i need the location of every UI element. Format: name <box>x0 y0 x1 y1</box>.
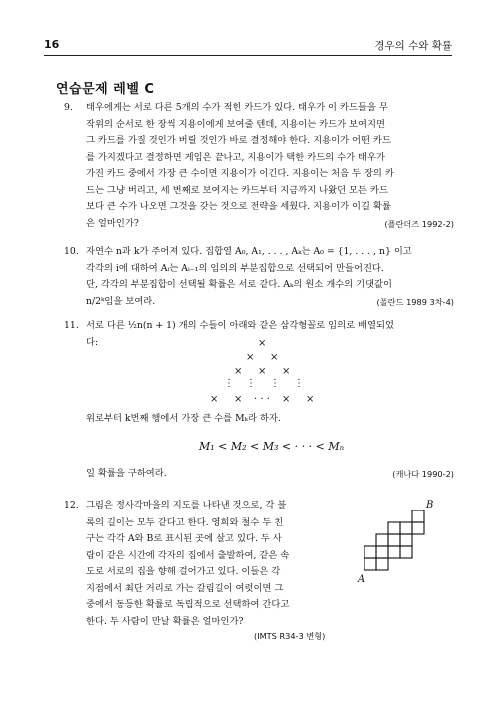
problem-number: 10. <box>64 246 79 257</box>
cross-mark: × <box>282 366 291 377</box>
vertical-dots: ⋮ <box>294 378 304 389</box>
cross-mark: × <box>258 366 267 377</box>
problem-line <box>86 294 454 311</box>
problem-source: (캐나다 1990-2) <box>392 469 454 479</box>
problem-line: 태우에게는 서로 다른 5개의 수가 적힌 카드가 있다. 태우가 이 카드들을 무 <box>86 102 388 113</box>
problem-source: (플란더즈 1992-2) <box>384 218 454 229</box>
vertical-dots: ⋮ <box>270 378 280 389</box>
problem-line: 그림은 정사각마을의 지도를 나타낸 것으로, 각 블 <box>86 500 287 511</box>
problem-11-closing <box>64 466 454 483</box>
cross-mark: × <box>258 338 267 349</box>
problem-number: 9. <box>64 102 73 113</box>
problem-line: 한다. 두 사람이 만날 확률은 얼마인가? <box>86 615 244 627</box>
problem-number: 11. <box>64 320 79 331</box>
vertical-dots: ⋮ <box>224 378 234 389</box>
map-block <box>376 546 388 558</box>
problem-line: 서로 다른 ½n(n + 1) 개의 수들이 아래와 같은 삼각형꼴로 임의로 배열되었 <box>86 320 394 331</box>
map-block <box>364 558 376 570</box>
problem-line: 람이 같은 시간에 각자의 집에서 출발하여, 같은 속 <box>86 549 290 561</box>
problem-11-continued <box>64 411 454 428</box>
map-block <box>376 534 388 546</box>
cross-mark: × <box>246 352 255 363</box>
problem-line: 그 카드를 가질 것인가 버릴 것인가 바로 결정해야 한다. 지용이가 어떤 카드 <box>86 135 391 146</box>
map-block <box>388 534 400 546</box>
problem-line: 작위의 순서로 한 장씩 지용이에게 보여줄 텐데, 지용이는 카드가 보여지면 <box>86 118 385 130</box>
problem-12 <box>64 498 344 630</box>
problem-line-text: 은 얼마인가? <box>86 217 139 229</box>
problem-number: 12. <box>64 500 79 511</box>
problem-line-text: n/2ᵏ임을 보여라. <box>86 295 156 307</box>
map-block <box>412 522 424 534</box>
cross-mark: × <box>234 394 243 405</box>
problem-line: 단, 각각의 부분집합이 선택될 확률은 서로 같다. Aₖ의 원소 개수의 기댓값이 <box>86 279 393 290</box>
problem-line: 보다 큰 수가 나오면 그것을 갖는 것으로 전략을 세웠다. 지용이가 이길 확률 <box>86 201 391 212</box>
map-block <box>364 546 376 558</box>
header-rule <box>44 55 452 56</box>
horizontal-dots: · · · <box>254 394 270 405</box>
cross-mark: × <box>234 366 243 377</box>
map-block <box>400 534 412 546</box>
cross-mark: × <box>270 352 279 363</box>
problem-line: 구는 각각 A와 B로 표시된 곳에 살고 있다. 두 사 <box>86 533 282 544</box>
number-triangle <box>210 338 315 408</box>
problem-line: 자연수 n과 k가 주어져 있다. 집합열 A₀, A₁, . . . , Aₖ는 A₀ = {1, . . . , n} 이고 <box>86 246 412 257</box>
village-map-grid <box>364 510 444 574</box>
point-a-label: A <box>358 574 366 585</box>
problem-line-text: 일 확률을 구하여라. <box>86 468 167 479</box>
problem-line: 가진 카드 중에서 가장 큰 수이면 지용이가 이긴다. 지용이는 처음 두 장의 카 <box>86 168 394 179</box>
map-block <box>400 546 412 558</box>
inequality-equation: M₁ < M₂ < M₃ < · · · < Mₙ <box>199 440 345 453</box>
problem-line: 위로부터 k번째 행에서 가장 큰 수를 Mₖ라 하자. <box>86 413 281 424</box>
map-block <box>376 558 388 570</box>
section-title: 연습문제 레벨 C <box>56 82 155 97</box>
map-block <box>412 510 424 522</box>
map-block <box>388 522 400 534</box>
problem-line: 지점에서 최단 거리로 가는 갈림길이 여럿이면 그 <box>86 582 284 594</box>
cross-mark: × <box>282 394 291 405</box>
cross-mark: × <box>210 394 219 405</box>
problem-line: 를 가지겠다고 결정하면 게임은 끝나고, 지용이가 택한 카드의 수가 태우가 <box>86 151 385 163</box>
problem-10 <box>64 244 454 310</box>
map-block <box>400 522 412 534</box>
problem-line: 록의 길이는 모두 같다고 한다. 영희와 철수 두 친 <box>86 516 284 528</box>
vertical-dots: ⋮ <box>246 378 256 389</box>
problem-line <box>86 466 454 483</box>
map-block <box>388 546 400 558</box>
problem-line: 드는 그냥 버리고, 세 번째로 보여지는 카드부터 지금까지 나왔던 모든 카드 <box>86 184 388 196</box>
cross-mark: × <box>306 394 315 405</box>
point-b-label: B <box>426 500 434 511</box>
running-title: 경우의 수와 확률 <box>374 40 452 52</box>
problem-line: 다: <box>86 336 99 348</box>
page-number: 16 <box>44 38 60 51</box>
problem-line: 도로 서로의 집을 향해 걸어가고 있다. 이들은 각 <box>86 566 281 577</box>
problem-line: 중에서 동등한 확률로 독립적으로 선택하여 간다고 <box>86 599 290 610</box>
problem-source: (폴란드 1989 3차-4) <box>376 296 454 307</box>
problem-line <box>86 216 454 233</box>
problem-source: (IMTS R34-3 변형) <box>254 631 326 641</box>
problem-9 <box>64 100 454 232</box>
problem-line: 각각의 i에 대하여 Aᵢ는 Aᵢ₋₁의 임의의 부분집합으로 선택되어 만들어진다. <box>86 262 384 274</box>
